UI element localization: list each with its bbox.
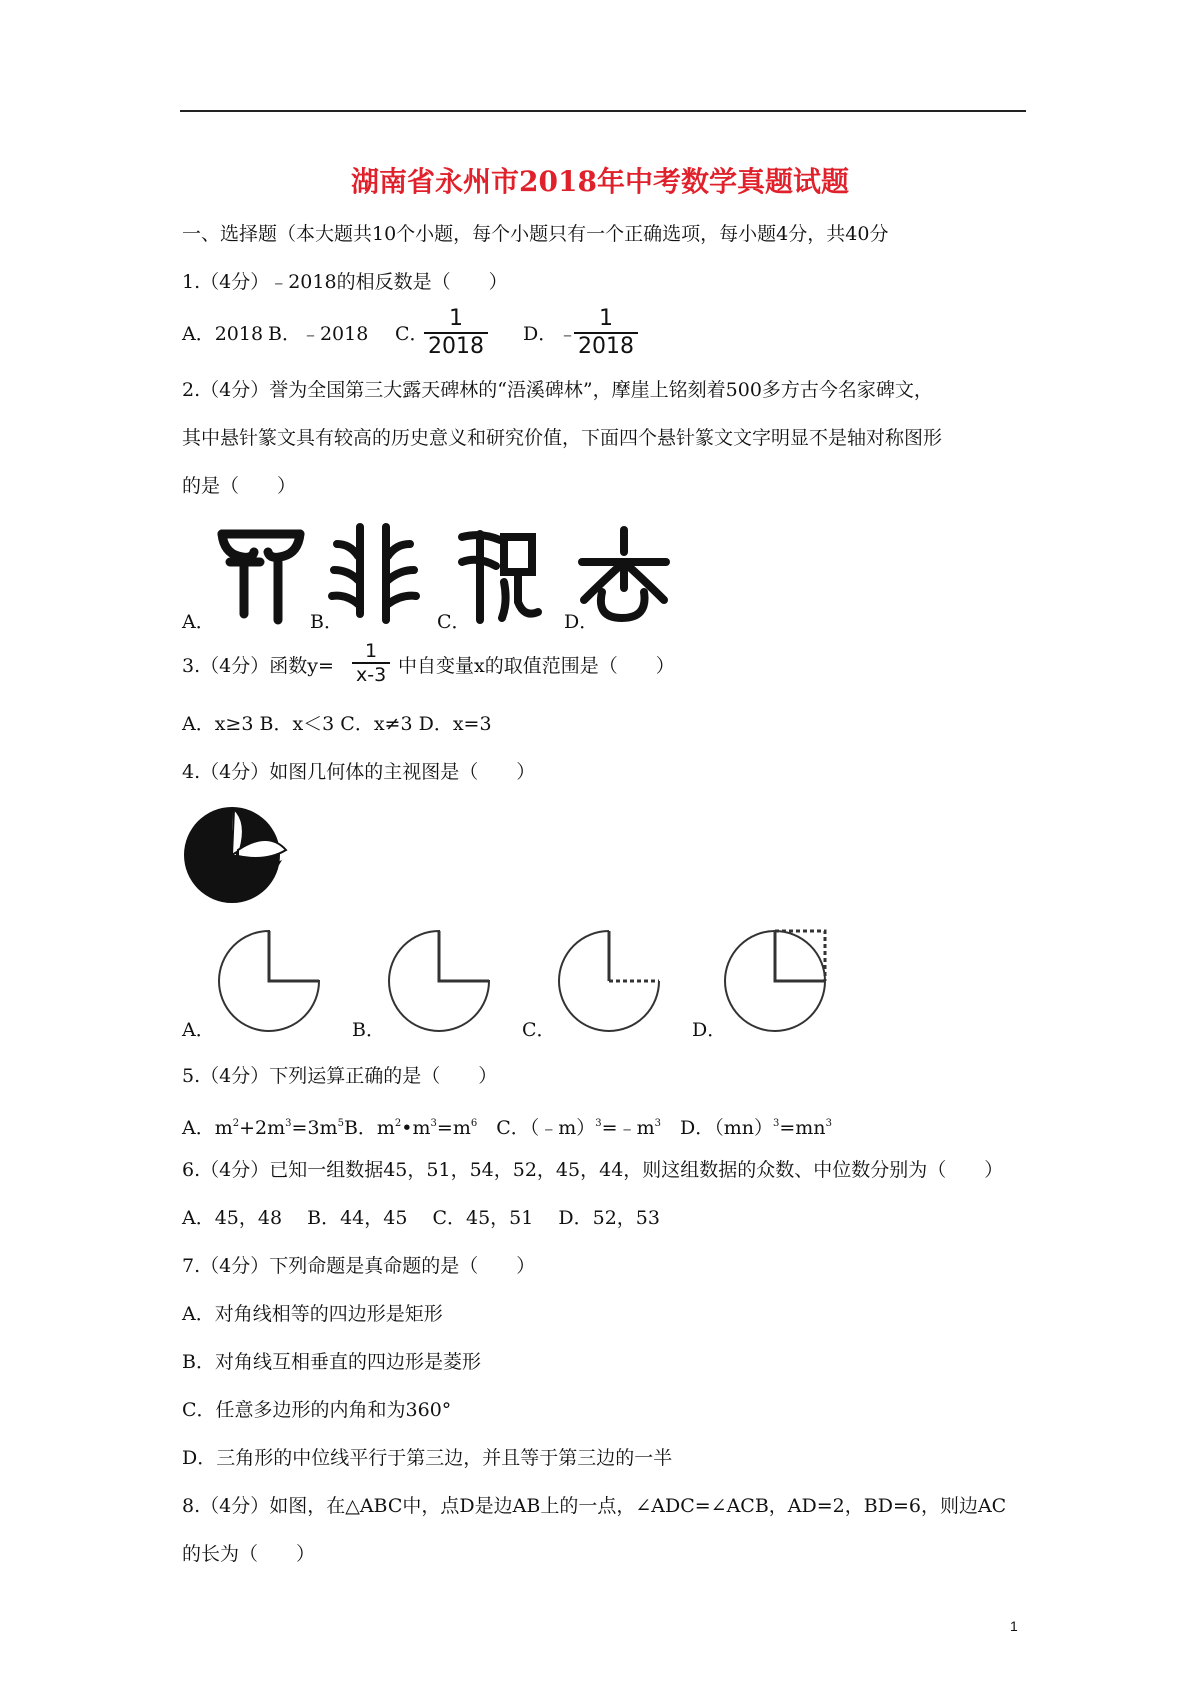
q4-option-d: D．: [692, 1019, 727, 1041]
q3-denominator: x-3: [356, 664, 387, 686]
q5-b-exp2: 3: [430, 1118, 437, 1129]
q3-numerator: 1: [352, 640, 390, 664]
q1-option-d-minus: ﹣: [558, 323, 578, 345]
q7-option-c: C．任意多边形的内角和为360°: [182, 1399, 452, 1421]
q5-a-mid: +2m: [239, 1117, 286, 1139]
q7-option-a: A．对角线相等的四边形是矩形: [182, 1303, 443, 1325]
q1-option-d-label: D．: [523, 323, 558, 345]
q1-d-numerator: 1: [574, 306, 638, 334]
q5-a-base: A．m: [182, 1117, 233, 1139]
seal-char-d-image: [582, 530, 666, 618]
q7-option-d: D．三角形的中位线平行于第三边，并且等于第三边的一半: [182, 1447, 673, 1469]
q5-options: [182, 1112, 832, 1140]
q4-view-d-drawing: [722, 925, 832, 1035]
q4-view-c: [559, 931, 659, 1031]
q5-a-exp2: 3: [285, 1118, 292, 1129]
q4-stem: 4.（4分）如图几何体的主视图是（ ）: [182, 761, 536, 783]
q3-options: A．x≥3 B．x＜3 C．x≠3 D．x=3: [182, 713, 492, 735]
q1-c-numerator: 1: [424, 306, 488, 334]
q1-option-c-fraction: [424, 306, 488, 360]
q4-solid-figure: [182, 800, 292, 910]
q1-d-denominator: 2018: [578, 334, 634, 359]
q2-option-c: C．: [437, 611, 471, 633]
q6-options: A．45，48 B．44，45 C．45，51 D．52，53: [182, 1207, 660, 1229]
q2-line-3: 的是（ ）: [182, 475, 297, 497]
seal-char-b-image: [332, 527, 416, 620]
q5-b-exp3: 6: [470, 1118, 478, 1129]
q5-d-base: D．（mn）: [680, 1117, 773, 1139]
q1-option-d-fraction: [574, 306, 638, 360]
q3-stem-post: 中自变量x的取值范围是（ ）: [398, 655, 675, 677]
section-heading: 一、选择题（本大题共10个小题，每个小题只有一个正确选项，每小题4分，共40分: [182, 223, 889, 245]
q4-option-views: [182, 925, 742, 1035]
q5-stem: 5.（4分）下列运算正确的是（ ）: [182, 1065, 498, 1087]
q5-b-mid: •m: [401, 1117, 431, 1139]
q5-a-exp1: 2: [232, 1118, 240, 1129]
q5-b-exp1: 2: [394, 1118, 402, 1129]
q4-option-c: C．: [522, 1019, 556, 1041]
q2-line-1: 2.（4分）誉为全国第三大露天碑林的“浯溪碑林”，摩崖上铭刻着500多方古今名家碑文，: [182, 379, 933, 401]
q5-c-base: C．（﹣m）: [496, 1117, 596, 1139]
q2-option-b: B．: [310, 611, 343, 633]
q4-option-a: A．: [182, 1019, 215, 1041]
header-rule: [180, 110, 1026, 112]
q7-stem: 7.（4分）下列命题是真命题的是（ ）: [182, 1255, 536, 1277]
q1-c-denominator: 2018: [428, 334, 484, 359]
q5-d-exp1: 3: [773, 1118, 780, 1129]
q1-stem: 1.（4分）﹣2018的相反数是（ ）: [182, 271, 508, 293]
q5-d-result: =mn: [779, 1117, 826, 1139]
q7-option-b: B．对角线互相垂直的四边形是菱形: [182, 1351, 481, 1373]
q2-option-d: D．: [564, 611, 599, 633]
q5-c-result: =﹣m: [601, 1117, 655, 1139]
q2-option-a: A．: [182, 611, 215, 633]
page-number: 1: [1010, 1618, 1018, 1634]
q5-b-result: =m: [436, 1117, 471, 1139]
q5-c-exp2: 3: [654, 1118, 661, 1129]
q3-stem-pre: 3.（4分）函数y=: [182, 655, 334, 677]
seal-char-c-image: [462, 534, 538, 620]
q5-d-exp2: 3: [825, 1118, 832, 1129]
q2-line-2: 其中悬针篆文具有较高的历史意义和研究价值，下面四个悬针篆文文字明显不是轴对称图形: [182, 427, 943, 449]
q5-c-exp1: 3: [595, 1118, 602, 1129]
q5-b-base: B．m: [343, 1117, 395, 1139]
q8-line-2: 的长为（ ）: [182, 1543, 316, 1565]
q5-a-exp3: 5: [337, 1118, 344, 1129]
q1-option-b: B．﹣2018: [268, 323, 369, 345]
q3-fraction: [352, 640, 390, 686]
q4-option-b: B．: [352, 1019, 385, 1041]
q1-option-a: A．2018: [182, 323, 264, 345]
seal-char-a-image: [222, 534, 300, 620]
q6-stem: 6.（4分）已知一组数据45，51，54，52，45，44，则这组数据的众数、中位数分别为（ ）: [182, 1159, 1004, 1181]
q1-option-c-label: C．: [395, 323, 429, 345]
q8-line-1: 8.（4分）如图，在△ABC中，点D是边AB上的一点，∠ADC=∠ACB，AD=2，BD=6，则边AC: [182, 1495, 1007, 1517]
q5-a-result: =3m: [291, 1117, 338, 1139]
q4-view-a: [219, 931, 319, 1031]
q4-view-b: [389, 931, 489, 1031]
page-title: 湖南省永州市2018年中考数学真题试题: [351, 165, 849, 198]
